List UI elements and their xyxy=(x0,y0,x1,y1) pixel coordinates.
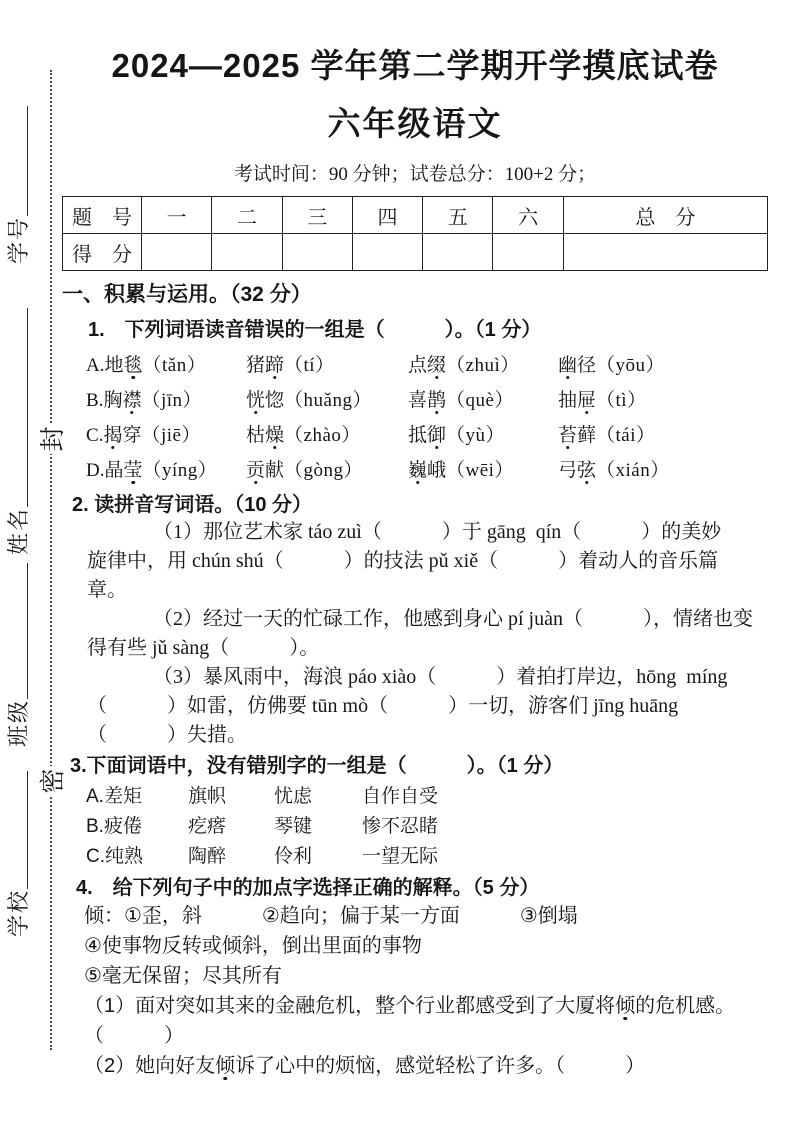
q2-item3-line3: （ ）失措。 xyxy=(87,724,247,746)
school-blank-line xyxy=(4,771,28,889)
score-table-header-4: 四 xyxy=(352,197,422,234)
option-word: 琴键 xyxy=(274,816,313,837)
option-word: 抽屉（tì） xyxy=(558,390,647,411)
option-word: D.晶莹（yíng） xyxy=(86,460,218,481)
q1-option-row-a xyxy=(62,354,768,378)
score-table-header-1: 一 xyxy=(142,197,212,234)
student-id-blank-line xyxy=(4,106,28,216)
option-word: A.地毯（tǎn） xyxy=(86,355,207,376)
class-blank-line xyxy=(4,563,28,699)
score-cell-3 xyxy=(282,234,352,271)
option-word: 恍惚（huǎng） xyxy=(246,390,372,411)
seal-margin-band xyxy=(0,0,67,1122)
option-word: 惨不忍睹 xyxy=(362,816,439,837)
option-word: 忧虑 xyxy=(274,786,313,807)
q2-item1-line2: 旋律中，用 chún shú（ ）的技法 pǔ xiě（ ）着动人的音乐篇 xyxy=(87,550,719,572)
q2-item1-line1: （1）那位艺术家 táo zuì（ ）于 gāng qín（ ）的美妙 xyxy=(153,521,722,543)
section-1-heading: 一、积累与运用。（32 分） xyxy=(62,283,312,306)
option-word: 幽径（yōu） xyxy=(558,355,666,376)
q2-item1-line3: 章。 xyxy=(87,579,127,601)
option-word: 枯燥（zhào） xyxy=(246,425,361,446)
student-id-label: 学号 xyxy=(6,215,31,264)
exam-info-line: 考试时间：90 分钟；试卷总分：100+2 分； xyxy=(233,164,597,185)
option-word: 伶利 xyxy=(274,846,313,867)
q1-option-row-b xyxy=(62,389,768,413)
exam-subtitle: 六年级语文 xyxy=(327,105,503,142)
q3-option-row-c xyxy=(62,845,768,869)
option-word: 猪蹄（tí） xyxy=(246,355,335,376)
q4-definitions-line1: 倾：①歪，斜 ②趋向；偏于某一方面 ③倒塌 xyxy=(84,905,578,927)
option-word: 点缀（zhuì） xyxy=(408,355,520,376)
q4-sentence-1-answer-blank: （ ） xyxy=(84,1025,184,1047)
option-word: C.纯熟 xyxy=(86,846,144,867)
score-table-score-row xyxy=(63,234,768,271)
seal-char-mi: 密 xyxy=(32,766,70,796)
option-word: 喜鹊（què） xyxy=(408,390,514,411)
score-table-header-question-no: 题 号 xyxy=(63,197,142,234)
score-table-header-total: 总 分 xyxy=(563,197,767,234)
score-row-label: 得 分 xyxy=(63,234,142,271)
option-word: 抵御（yù） xyxy=(408,425,506,446)
score-cell-1 xyxy=(142,234,212,271)
option-word: B.胸襟（jīn） xyxy=(86,390,203,411)
option-word: 一望无际 xyxy=(362,846,439,867)
score-cell-6 xyxy=(493,234,563,271)
q4-sentence-1: （1）面对突如其来的金融危机，整个行业都感受到了大厦将倾的危机感。 xyxy=(84,995,736,1017)
score-table-header-5: 五 xyxy=(423,197,493,234)
score-cell-2 xyxy=(212,234,282,271)
score-table-header-6: 六 xyxy=(493,197,563,234)
exam-title: 2024—2025 学年第二学期开学摸底试卷 xyxy=(111,47,719,84)
q2-item2-line2: 得有些 jǔ sàng（ ）。 xyxy=(87,637,320,659)
class-label: 班级 xyxy=(6,698,31,747)
exam-content xyxy=(62,0,768,1081)
option-word: B.疲倦 xyxy=(86,816,142,837)
q2-item2-line1: （2）经过一天的忙碌工作，他感到身心 pí juàn（ ），情绪也变 xyxy=(153,608,753,630)
option-word: 自作自受 xyxy=(362,786,439,807)
score-table-header-3: 三 xyxy=(282,197,352,234)
option-word: 陶醉 xyxy=(188,846,227,867)
q2-item3-line1: （3）暴风雨中，海浪 páo xiào（ ）着拍打岸边，hōng míng xyxy=(153,666,728,688)
seal-char-feng: 封 xyxy=(32,424,70,454)
q4-definitions-line3: ⑤毫无保留；尽其所有 xyxy=(84,965,282,987)
option-word: 贡献（gòng） xyxy=(246,460,364,481)
score-cell-total xyxy=(563,234,767,271)
option-word: A.差矩 xyxy=(86,786,142,807)
q3-stem: 3.下面词语中，没有错别字的一组是（ ）。（1 分） xyxy=(70,755,564,777)
option-word: 巍峨（wēi） xyxy=(408,460,514,481)
option-word: C.揭穿（jiē） xyxy=(86,425,201,446)
q2-item3-line2: （ ）如雷，仿佛要 tūn mò（ ）一切，游客们 jīng huāng xyxy=(87,695,679,717)
q1-option-row-d xyxy=(62,459,768,483)
q3-option-row-a xyxy=(62,785,768,809)
name-label: 姓名 xyxy=(6,506,31,555)
option-word: 苔藓（tái） xyxy=(558,425,656,446)
q4-stem: 4. 给下列句子中的加点字选择正确的解释。（5 分） xyxy=(76,877,540,899)
q1-stem: 1. 下列词语读音错误的一组是（ ）。（1 分） xyxy=(88,319,542,341)
q4-sentence-2: （2）她向好友倾诉了心中的烦恼，感觉轻松了许多。（ ） xyxy=(84,1055,646,1077)
name-blank-line xyxy=(4,308,28,507)
score-table-header-row xyxy=(63,197,768,234)
score-cell-4 xyxy=(352,234,422,271)
q3-option-row-b xyxy=(62,815,768,839)
seal-field-class xyxy=(4,563,40,747)
seal-dotted-line xyxy=(50,70,52,1050)
q2-stem: 2. 读拼音写词语。（10 分） xyxy=(72,494,313,516)
option-word: 疙瘩 xyxy=(188,816,227,837)
score-table-header-2: 二 xyxy=(212,197,282,234)
school-label: 学校 xyxy=(6,888,31,937)
q1-option-row-c xyxy=(62,424,768,448)
seal-field-student-id xyxy=(4,106,40,264)
score-table xyxy=(62,196,768,271)
option-word: 旗帜 xyxy=(188,786,227,807)
q4-definitions-line2: ④使事物反转或倾斜，倒出里面的事物 xyxy=(84,935,422,957)
score-cell-5 xyxy=(423,234,493,271)
option-word: 弓弦（xián） xyxy=(558,460,670,481)
